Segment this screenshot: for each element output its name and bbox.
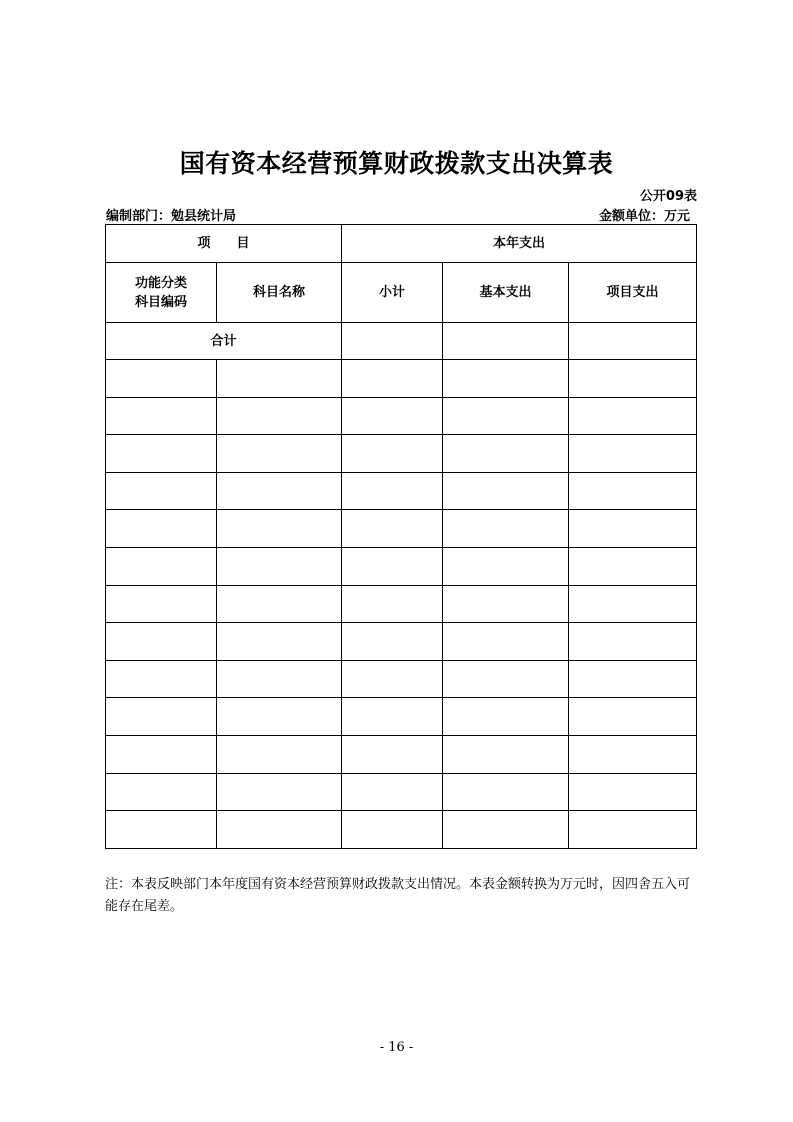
table-cell <box>106 773 217 811</box>
table-cell <box>217 360 342 398</box>
total-label: 合计 <box>106 323 342 360</box>
table-cell <box>443 360 569 398</box>
col-function-code: 功能分类 科目编码 <box>106 263 217 323</box>
table-cell <box>217 585 342 623</box>
table-cell <box>443 623 569 661</box>
table-row <box>106 660 697 698</box>
table-cell <box>569 773 697 811</box>
table-cell <box>106 698 217 736</box>
table-cell <box>342 811 443 849</box>
table-cell <box>443 735 569 773</box>
table-row <box>106 510 697 548</box>
table-cell <box>569 510 697 548</box>
table-cell <box>569 811 697 849</box>
table-cell <box>342 360 443 398</box>
table-cell <box>443 435 569 473</box>
table-cell <box>443 811 569 849</box>
header-row-2 <box>106 263 697 323</box>
header-row-1 <box>106 225 697 263</box>
table-cell <box>342 660 443 698</box>
table-row <box>106 698 697 736</box>
table-cell <box>342 585 443 623</box>
page-title: 国有资本经营预算财政拨款支出决算表 <box>179 149 614 178</box>
table-cell <box>342 623 443 661</box>
total-project <box>569 323 697 360</box>
table-row <box>106 472 697 510</box>
table-cell <box>106 472 217 510</box>
table-cell <box>443 397 569 435</box>
table-cell <box>569 397 697 435</box>
table-row <box>106 623 697 661</box>
table-cell <box>106 510 217 548</box>
col-project: 项目支出 <box>569 263 697 323</box>
table-cell <box>217 773 342 811</box>
form-code: 公开09表 <box>639 189 697 204</box>
table-cell <box>569 698 697 736</box>
table-cell <box>106 360 217 398</box>
table-cell <box>217 660 342 698</box>
table-cell <box>342 472 443 510</box>
table-row <box>106 435 697 473</box>
header-item: 项目 <box>106 225 342 263</box>
table-cell <box>443 547 569 585</box>
table-row <box>106 585 697 623</box>
table-cell <box>443 472 569 510</box>
footnote: 注：本表反映部门本年度国有资本经营预算财政拨款支出情况。本表金额转换为万元时，因四舍五入可能存在尾差。 <box>105 877 691 914</box>
table-cell <box>217 510 342 548</box>
table-row <box>106 547 697 585</box>
col-basic: 基本支出 <box>443 263 569 323</box>
table-cell <box>342 735 443 773</box>
total-basic <box>443 323 569 360</box>
table-cell <box>342 547 443 585</box>
total-row <box>106 323 697 360</box>
table-cell <box>106 397 217 435</box>
table-cell <box>217 698 342 736</box>
table-cell <box>569 735 697 773</box>
expenditure-table <box>105 224 697 849</box>
page-number: - 16 - <box>379 1040 414 1055</box>
table-cell <box>569 660 697 698</box>
unit-label: 金额单位：万元 <box>598 209 690 224</box>
total-subtotal <box>342 323 443 360</box>
table-cell <box>106 660 217 698</box>
table-cell <box>217 623 342 661</box>
table-cell <box>217 435 342 473</box>
table-cell <box>217 397 342 435</box>
table-row <box>106 735 697 773</box>
table-cell <box>217 472 342 510</box>
table-cell <box>443 698 569 736</box>
table-cell <box>217 735 342 773</box>
table-cell <box>342 773 443 811</box>
table-cell <box>342 510 443 548</box>
table-cell <box>106 547 217 585</box>
table-cell <box>443 773 569 811</box>
table-cell <box>569 435 697 473</box>
table-cell <box>217 547 342 585</box>
table-cell <box>443 660 569 698</box>
table-cell <box>106 811 217 849</box>
table-cell <box>106 585 217 623</box>
table-cell <box>217 811 342 849</box>
table-cell <box>569 472 697 510</box>
table-cell <box>342 698 443 736</box>
table-cell <box>342 397 443 435</box>
table-cell <box>569 360 697 398</box>
table-cell <box>342 435 443 473</box>
table-row <box>106 773 697 811</box>
table-cell <box>443 510 569 548</box>
col-subject-name: 科目名称 <box>217 263 342 323</box>
table-cell <box>569 623 697 661</box>
table-cell <box>106 623 217 661</box>
table-cell <box>569 585 697 623</box>
meta-row <box>106 205 696 223</box>
table-row <box>106 397 697 435</box>
table-cell <box>569 547 697 585</box>
table-body <box>106 360 697 849</box>
table-cell <box>443 585 569 623</box>
col-subtotal: 小计 <box>342 263 443 323</box>
table-cell <box>106 735 217 773</box>
table-row <box>106 811 697 849</box>
table-row <box>106 360 697 398</box>
header-expenditure: 本年支出 <box>342 225 697 263</box>
table-cell <box>106 435 217 473</box>
department-label: 编制部门：勉县统计局 <box>106 209 237 224</box>
